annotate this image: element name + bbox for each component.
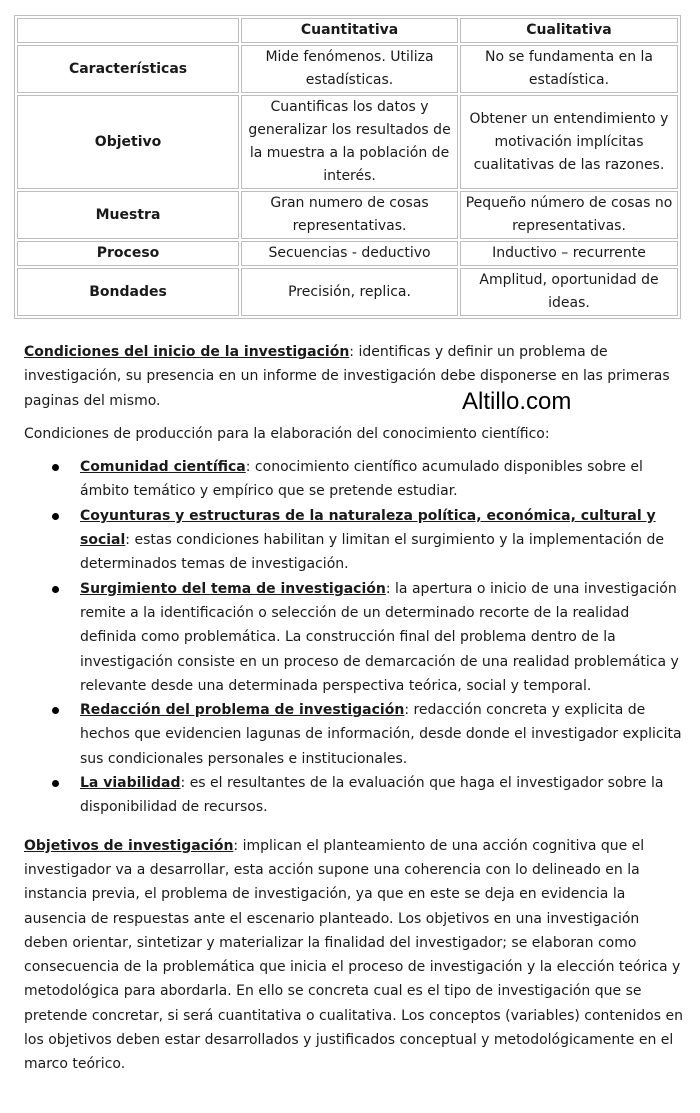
document-body — [24, 340, 684, 1077]
bullet-icon — [52, 513, 59, 520]
cell-cualitativa: Amplitud, oportunidad de ideas. — [460, 268, 678, 316]
cell-cualitativa: Obtener un entendimiento y motivación implícitas cualitativas de las razones. — [460, 95, 678, 189]
list-item-text: : conocimiento científico acumulado disponibles sobre el ámbito temático y empírico que se pretende estudiar. — [80, 459, 643, 500]
bullet-icon — [52, 464, 59, 471]
list-item-term: Surgimiento del tema de investigación — [80, 580, 386, 597]
text-objetivos: : implican el planteamiento de una acción cognitiva que el investigador va a desarrollar, esta acción supone una coherencia con lo delineado en la instancia previa, el problema de investigación, ya que en este se deja en evidencia la ausencia de respuestas ante el escenario planteado. Los objetivos en una investigación deben orientar, sintetizar y materializar la finalidad del investigador; se elaboran como consecuencia de la problemática que inicia el proceso de investigación y la elección teórica y metodológica para abordarla. En ello se concreta cual es el tipo de investigación que se pretende concretar, si será cuantitativa o cualitativa. Los conceptos (variables) contenidos en los objetivos deben estar desarrollados y justificados conceptual y metodológicamente en el marco teórico. — [24, 837, 683, 1073]
cell-cuantitativa: Cuantificas los datos y generalizar los resultados de la muestra a la población de interés. — [241, 95, 458, 189]
list-item-text: : la apertura o inicio de una investigación remite a la identificación o selección de un determinado recorte de la realidad definida como problemática. La construcción final del problema dentro de la investigación consiste en un proceso de demarcación de una realidad problemática y relevante desde una determinada perspectiva teórica, social y temporal. — [80, 580, 679, 694]
heading-inicio: Condiciones del inicio de la investigación — [24, 344, 350, 360]
paragraph-objetivos — [24, 834, 684, 1077]
header-cualitativa: Cualitativa — [460, 18, 678, 43]
table-row — [17, 268, 678, 316]
list-item — [24, 771, 684, 820]
cell-cuantitativa: Secuencias - deductivo — [241, 241, 458, 266]
list-item-text: : es el resultantes de la evaluación que haga el investigador sobre la disponibilidad de recursos. — [80, 775, 664, 816]
list-item — [24, 577, 684, 698]
list-item-term: Redacción del problema de investigación — [80, 702, 405, 719]
cell-cuantitativa: Precisión, replica. — [241, 268, 458, 316]
row-label: Bondades — [17, 268, 239, 316]
cell-cuantitativa: Mide fenómenos. Utiliza estadísticas. — [241, 45, 458, 93]
heading-objetivos: Objetivos de investigación — [24, 837, 234, 854]
row-label: Características — [17, 45, 239, 93]
list-item-text: : estas condiciones habilitan y limitan el surgimiento y la implementación de determinados temas de investigación. — [80, 532, 664, 573]
bullet-icon — [52, 586, 59, 593]
table-row — [17, 45, 678, 93]
list-item — [24, 455, 684, 504]
text-inicio: : identificas y definir un problema de investigación, su presencia en un informe de investigación debe disponerse en las primeras paginas del mismo. — [24, 344, 670, 409]
table-row — [17, 95, 678, 189]
cell-cualitativa: Pequeño número de cosas no representativas. — [460, 191, 678, 239]
bullet-icon — [52, 707, 59, 714]
intro-paragraph: Condiciones de producción para la elaboración del conocimiento científico: — [24, 425, 550, 442]
table-header-row — [17, 18, 678, 43]
table-row — [17, 191, 678, 239]
row-label: Muestra — [17, 191, 239, 239]
conditions-list — [24, 455, 684, 819]
watermark: Altillo.com — [462, 388, 572, 415]
bullet-icon — [52, 780, 59, 787]
header-cuantitativa: Cuantitativa — [241, 18, 458, 43]
list-item-term: Coyunturas y estructuras de la naturaleza política, económica, cultural y social — [80, 507, 656, 549]
row-label: Objetivo — [17, 95, 239, 189]
list-item-term: Comunidad científica — [80, 459, 246, 476]
comparison-table — [14, 15, 681, 319]
list-item-term: La viabilidad — [80, 775, 181, 792]
list-item — [24, 504, 684, 577]
list-item-text: : redacción concreta y explicita de hechos que evidencien lagunas de información, desde donde el investigador explicita sus condicionales personales e institucionales. — [80, 702, 682, 767]
cell-cualitativa: No se fundamenta en la estadística. — [460, 45, 678, 93]
row-label: Proceso — [17, 241, 239, 266]
paragraph-inicio — [24, 340, 684, 413]
cell-cualitativa: Inductivo – recurrente — [460, 241, 678, 266]
cell-cuantitativa: Gran numero de cosas representativas. — [241, 191, 458, 239]
list-item — [24, 698, 684, 771]
table-row — [17, 241, 678, 266]
header-empty-cell — [17, 18, 239, 43]
